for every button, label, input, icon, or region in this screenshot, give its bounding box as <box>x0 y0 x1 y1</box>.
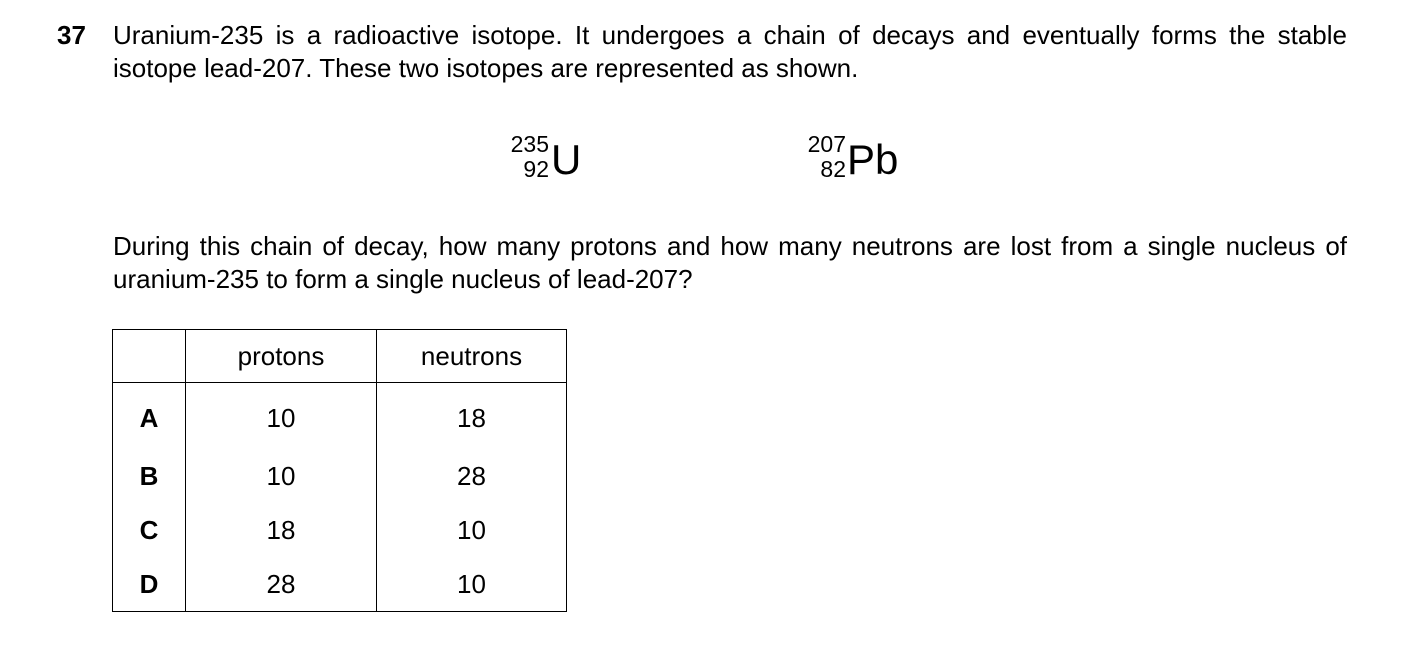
answer-options-table <box>112 329 567 612</box>
neutrons-value: 18 <box>377 383 567 450</box>
option-letter: A <box>113 383 186 450</box>
question-number: 37 <box>57 20 86 50</box>
protons-value: 28 <box>186 557 377 612</box>
lead-mass-number: 207 <box>807 131 846 157</box>
header-protons: protons <box>186 330 377 383</box>
isotope-lead-207 <box>797 133 907 193</box>
question-prompt: During this chain of decay, how many protons and how many neutrons are lost from a single nucleus of uranium-235 to form a single nucleus of lead-207? <box>113 231 1347 294</box>
isotope-uranium-235 <box>500 133 590 193</box>
option-letter: B <box>113 449 186 503</box>
table-row-option-c[interactable] <box>113 503 567 557</box>
table-header-row <box>113 330 567 383</box>
lead-symbol: Pb <box>847 136 899 183</box>
header-neutrons: neutrons <box>377 330 567 383</box>
uranium-symbol: U <box>551 136 582 183</box>
neutrons-value: 10 <box>377 503 567 557</box>
neutrons-value: 10 <box>377 557 567 612</box>
protons-value: 18 <box>186 503 377 557</box>
table-row-option-d[interactable] <box>113 557 567 612</box>
header-option <box>113 330 186 383</box>
protons-value: 10 <box>186 449 377 503</box>
table-row-option-a[interactable] <box>113 383 567 450</box>
uranium-mass-number: 235 <box>510 131 549 157</box>
protons-value: 10 <box>186 383 377 450</box>
table-row-option-b[interactable] <box>113 449 567 503</box>
neutrons-value: 28 <box>377 449 567 503</box>
uranium-atomic-number: 92 <box>523 156 549 182</box>
option-letter: D <box>113 557 186 612</box>
lead-atomic-number: 82 <box>820 156 846 182</box>
option-letter: C <box>113 503 186 557</box>
question-intro: Uranium-235 is a radioactive isotope. It undergoes a chain of decays and eventually forms the stable isotope lead-207. These two isotopes are represented as shown. <box>113 20 1347 83</box>
